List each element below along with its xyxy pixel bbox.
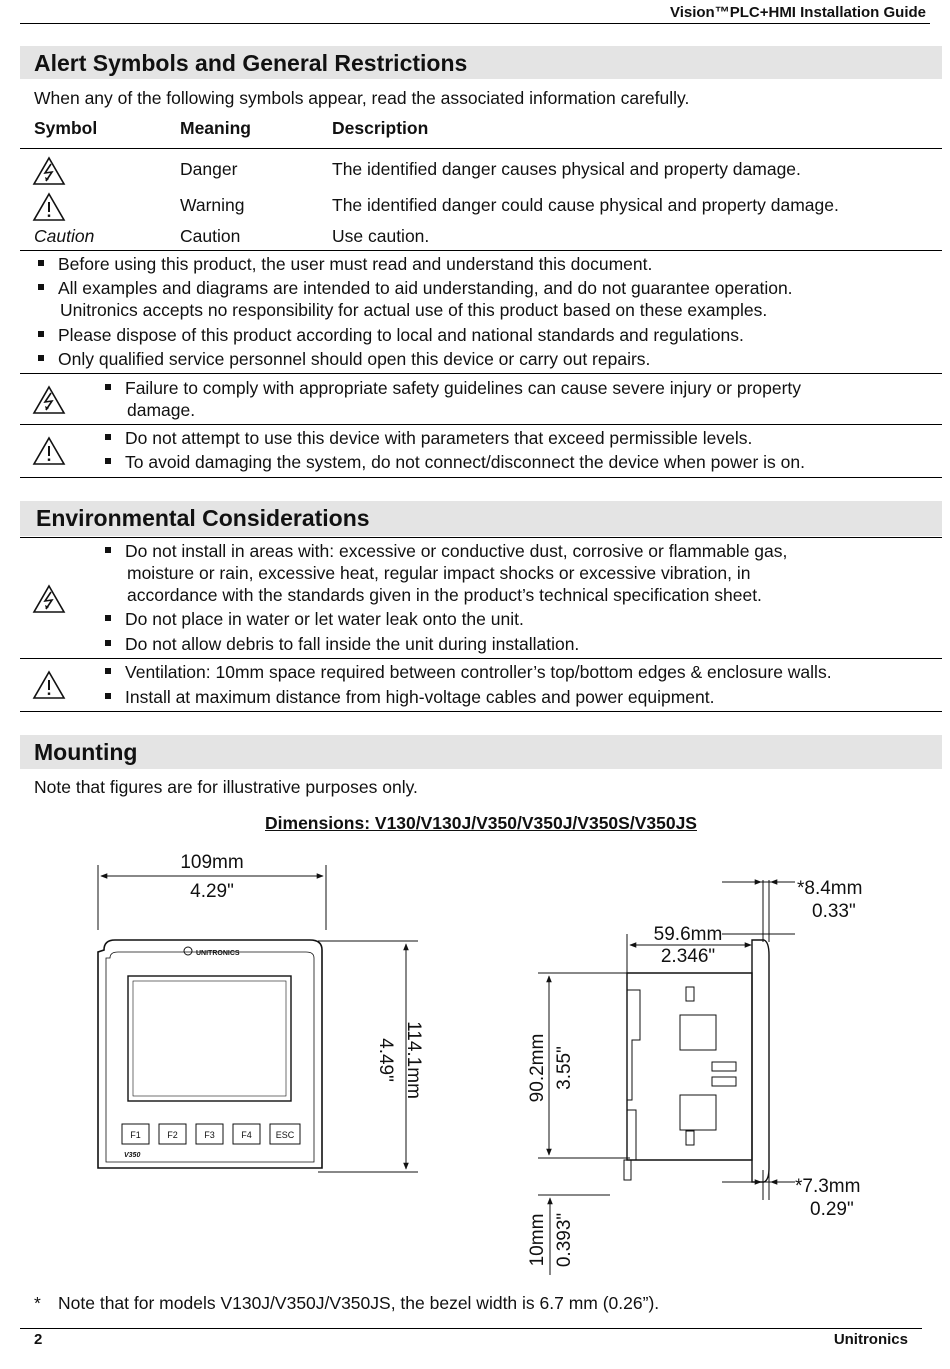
row-warning-meaning: Warning (180, 195, 245, 215)
list-item-continuation: damage. (127, 400, 196, 420)
footnote: Note that for models V130J/V350J/V350JS, the bezel width is 6.7 mm (0.26”). (58, 1293, 660, 1313)
list-item: Failure to comply with appropriate safety guidelines can cause severe injury or property (105, 378, 801, 399)
list-item: Ventilation: 10mm space required between controller’s top/bottom edges & enclosure walls. (105, 662, 832, 683)
table-header-description: Description (332, 118, 429, 138)
front-width-mm: 109mm (180, 852, 244, 873)
list-item: Only qualified service personnel should open this device or carry out repairs. (38, 349, 650, 370)
list-item-continuation: accordance with the standards given in the product’s technical specification sheet. (127, 585, 762, 605)
front-height-mm: 114.1mm (403, 1021, 424, 1099)
running-header: Vision™PLC+HMI Installation Guide (669, 4, 926, 21)
list-item: All examples and diagrams are intended to aid understanding, and do not guarantee operation. (38, 278, 793, 299)
key-esc: ESC (275, 1130, 295, 1140)
side-clip-in: 0.393" (554, 1212, 575, 1268)
section-title-environment: Environmental Considerations (36, 505, 370, 531)
list-item: Do not install in areas with: excessive or conductive dust, corrosive or flammable gas, (105, 541, 787, 562)
mounting-note: Note that figures are for illustrative purposes only. (34, 777, 418, 797)
row-danger-description: The identified danger causes physical and property damage. (332, 159, 801, 179)
alert-intro: When any of the following symbols appear, read the associated information carefully. (34, 88, 690, 108)
list-item: Install at maximum distance from high-voltage cables and power equipment. (105, 687, 714, 708)
side-bottom-mm: *7.3mm (795, 1176, 861, 1197)
row-caution-symbol: Caution (34, 226, 95, 246)
device-model: V350 (124, 1152, 141, 1159)
key-f3: F3 (204, 1130, 215, 1140)
row-caution-meaning: Caution (180, 226, 241, 246)
section-title-mounting: Mounting (34, 739, 138, 765)
key-f2: F2 (167, 1130, 178, 1140)
front-height-in: 4.49" (375, 1038, 396, 1082)
side-height-mm: 90.2mm (527, 1033, 548, 1103)
footer-company: Unitronics (833, 1331, 908, 1348)
row-danger-meaning: Danger (180, 159, 238, 179)
row-caution-description: Use caution. (332, 226, 430, 246)
list-item-continuation: Unitronics accepts no responsibility for actual use of this product based on these examples. (60, 300, 768, 320)
list-item: Do not place in water or let water leak onto the unit. (105, 609, 524, 630)
section-title-alerts: Alert Symbols and General Restrictions (34, 50, 468, 76)
table-header-meaning: Meaning (180, 118, 251, 138)
side-top-in: 0.33" (812, 901, 856, 922)
side-depth-in: 2.346" (660, 946, 716, 967)
side-depth-mm: 59.6mm (653, 924, 723, 945)
list-item: Before using this product, the user must read and understand this document. (38, 254, 652, 275)
table-header-symbol: Symbol (34, 118, 98, 138)
list-item: Do not attempt to use this device with parameters that exceed permissible levels. (105, 428, 752, 449)
row-warning-description: The identified danger could cause physical and property damage. (332, 195, 839, 215)
footer-rule (20, 1328, 922, 1329)
side-height-in: 3.55" (554, 1046, 575, 1090)
side-bottom-in: 0.29" (810, 1199, 854, 1220)
list-item: Do not allow debris to fall inside the unit during installation. (105, 634, 579, 655)
side-top-mm: *8.4mm (797, 878, 863, 899)
key-f4: F4 (241, 1130, 252, 1140)
list-item: Please dispose of this product according to local and national standards and regulations. (38, 325, 744, 346)
front-width-in: 4.29" (190, 881, 234, 902)
page-number: 2 (34, 1331, 43, 1348)
list-item-continuation: moisture or rain, excessive heat, regular impact shocks or excessive vibration, in (127, 563, 751, 583)
device-brand: UNITRONICS (196, 950, 240, 957)
key-f1: F1 (130, 1130, 141, 1140)
footnote-star: * (34, 1293, 41, 1313)
side-clip-mm: 10mm (527, 1213, 548, 1267)
list-item: To avoid damaging the system, do not connect/disconnect the device when power is on. (105, 452, 805, 473)
dimensions-title: Dimensions: V130/V130J/V350/V350J/V350S/V350JS (265, 813, 697, 833)
